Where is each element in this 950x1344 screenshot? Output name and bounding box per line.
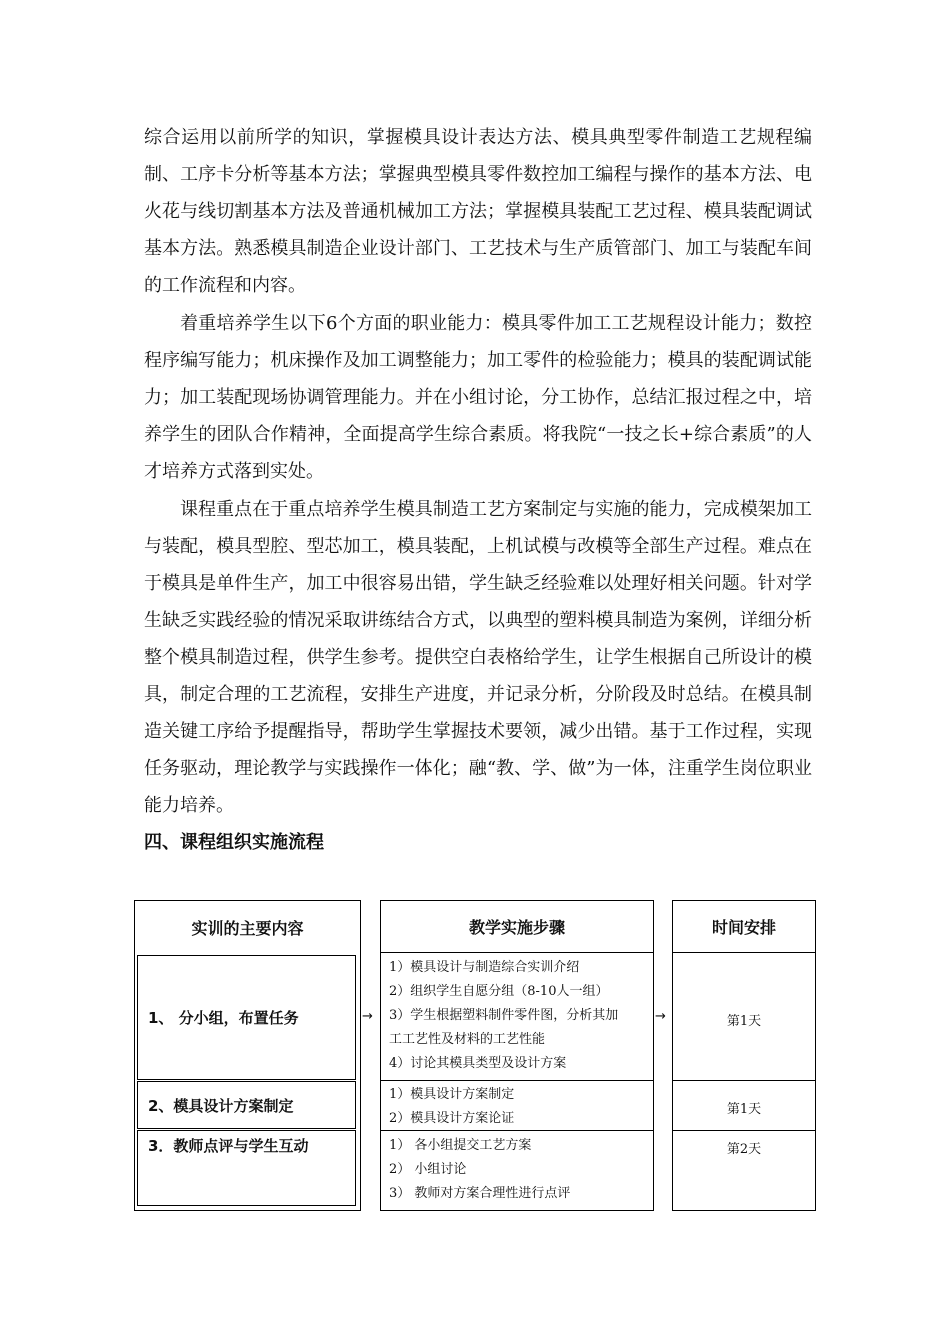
content-header: 实训的主要内容 bbox=[191, 918, 304, 938]
time-row-1: 第1天 bbox=[673, 954, 815, 1081]
time-row-2: 第1天 bbox=[673, 1082, 815, 1131]
step-line: 4）讨论其模具类型及设计方案 bbox=[389, 1056, 567, 1071]
step-line: 2）组织学生自愿分组（8-10人一组） bbox=[389, 984, 609, 999]
steps-row-1 bbox=[381, 954, 653, 1081]
content-row-2: 2、模具设计方案制定 bbox=[137, 1081, 356, 1129]
step-line: 工工艺性及材料的工艺性能 bbox=[389, 1032, 546, 1047]
step-line: 3）学生根据塑料制件零件图，分析其加 bbox=[389, 1008, 619, 1023]
steps-header: 教学实施步骤 bbox=[381, 901, 653, 953]
time-header: 时间安排 bbox=[673, 901, 815, 953]
step-line: 3） 教师对方案合理性进行点评 bbox=[389, 1186, 571, 1201]
steps-column bbox=[380, 900, 654, 1211]
paragraph-1: 综合运用以前所学的知识，掌握模具设计表达方法、模具典型零件制造工艺规程编制、工序卡分析等基本方法；掌握典型模具零件数控加工编程与操作的基本方法、电火花与线切割基本方法及普通机械加工方法；掌握模具装配工艺过程、模具装配调试基本方法。熟悉模具制造企业设计部门、工艺技术与生产质管部门、加工与装配车间的工作流程和内容。 bbox=[144, 127, 812, 296]
step-line: 1）模具设计方案制定 bbox=[389, 1087, 515, 1102]
arrow-right-icon: → bbox=[362, 1009, 373, 1024]
steps-row-2 bbox=[381, 1082, 653, 1131]
arrow-right-icon: → bbox=[655, 1009, 666, 1024]
step-line: 2）模具设计方案论证 bbox=[389, 1111, 515, 1126]
step-line: 1） 各小组提交工艺方案 bbox=[389, 1138, 532, 1153]
step-line: 1）模具设计与制造综合实训介绍 bbox=[389, 960, 580, 975]
section-heading: 四、课程组织实施流程 bbox=[144, 832, 324, 853]
steps-row-3 bbox=[381, 1132, 653, 1210]
content-column bbox=[134, 900, 361, 1211]
time-column bbox=[672, 900, 816, 1211]
time-row-3: 第2天 bbox=[726, 1142, 762, 1157]
paragraph-3: 课程重点在于重点培养学生模具制造工艺方案制定与实施的能力，完成模架加工与装配，模具型腔、型芯加工，模具装配，上机试模与改模等全部生产过程。难点在于模具是单件生产，加工中很容易出错，学生缺乏经验难以处理好相关问题。针对学生缺乏实践经验的情况采取讲练结合方式，以典型的塑料模具制造为案例，详细分析整个模具制造过程，供学生参考。提供空白表格给学生，让学生根据自己所设计的模具，制定合理的工艺流程，安排生产进度，并记录分析，分阶段及时总结。在模具制造关键工序给予提醒指导，帮助学生掌握技术要领，减少出错。基于工作过程，实现任务驱动，理论教学与实践操作一体化；融“教、学、做”为一体，注重学生岗位职业能力培养。 bbox=[144, 499, 812, 816]
step-line: 2） 小组讨论 bbox=[389, 1162, 467, 1177]
content-row-3: 3．教师点评与学生互动 bbox=[137, 1130, 356, 1206]
paragraph-2: 着重培养学生以下6个方面的职业能力：模具零件加工工艺规程设计能力；数控程序编写能力；机床操作及加工调整能力；加工零件的检验能力；模具的装配调试能力；加工装配现场协调管理能力。并在小组讨论，分工协作，总结汇报过程之中，培养学生的团队合作精神，全面提高学生综合素质。将我院“一技之长+综合素质”的人才培养方式落到实处。 bbox=[144, 313, 812, 482]
content-row-1: 1、 分小组，布置任务 bbox=[137, 955, 356, 1080]
